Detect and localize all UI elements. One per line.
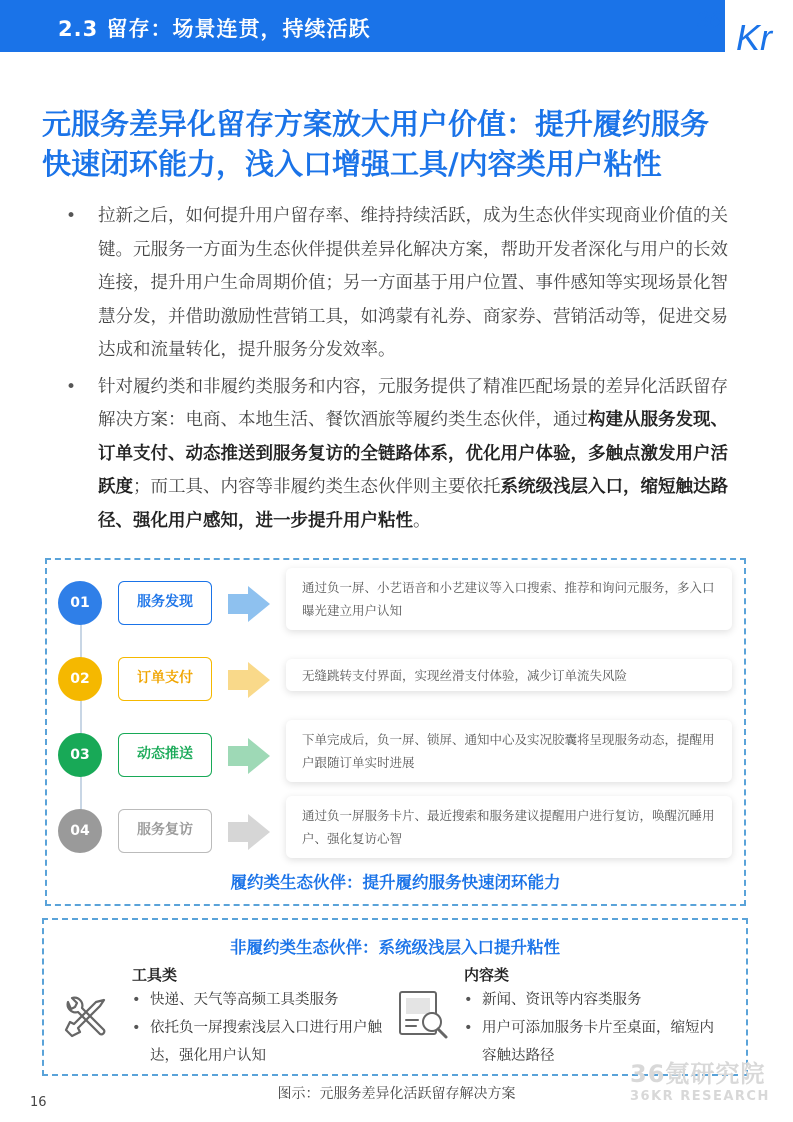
step-description xyxy=(286,796,732,858)
page-heading xyxy=(42,104,782,184)
bullet-text-2d: 系统级浅层入口，缩短触达路径、强化用户感知，进一步提升用户粘性 xyxy=(98,477,728,531)
step-service-revisit xyxy=(58,794,738,854)
list-item: • 快递、天气等高频工具类服务 xyxy=(132,986,382,1014)
36kr-logo xyxy=(690,2,793,52)
step-label: 服务发现 xyxy=(118,581,212,625)
non-fulfilment-title: 非履约类生态伙伴：系统级浅层入口提升粘性 xyxy=(230,938,560,957)
bullet-text-1: 拉新之后，如何提升用户留存率、维持持续活跃，成为生态伙伴实现商业价值的关键。元服务一方面为生态伙伴提供差异化解决方案，帮助开发者深化与用户的长效连接，提升用户生命周期价值；另一方面基于用户位置、事件感知等实现场景化智慧分发，并借助激励性营销工具，如鸿蒙有礼券、商家券、营销活动等，促进交易达成和流量转化，提升服务分发效率。 xyxy=(98,206,728,360)
bullet-text-2b: 构建从服务发现、订单支付、动态推送到服务复访的全链路体系，优化用户体验，多触点激发用户活跃度 xyxy=(98,410,728,497)
logo-text-top: 36 xyxy=(696,7,723,34)
arrow-shape xyxy=(228,586,270,622)
step-number-badge: 02 xyxy=(58,657,102,701)
chevron-right-icon xyxy=(228,662,270,698)
bullet-dot: • xyxy=(66,376,77,397)
page-heading-line1: 元服务差异化留存方案放大用户价值：提升履约服务 xyxy=(42,107,710,141)
wrench-screwdriver-icon xyxy=(60,992,112,1044)
chevron-right-icon xyxy=(228,586,270,622)
document-search-icon xyxy=(396,988,452,1042)
step-number-badge: 04 xyxy=(58,809,102,853)
bullet-text-2e: 。 xyxy=(413,510,431,531)
arrow-shape xyxy=(228,662,270,698)
tools-list xyxy=(132,986,382,1070)
section-title: 2.3 留存：场景连贯，持续活跃 xyxy=(58,17,371,41)
non-fulfilment-box xyxy=(42,918,748,1076)
list-item: • 新闻、资讯等内容类服务 xyxy=(464,986,726,1014)
step-description xyxy=(286,568,732,630)
bullet-dot: • xyxy=(66,206,77,226)
step-number-badge: 01 xyxy=(58,581,102,625)
step-label: 动态推送 xyxy=(118,733,212,777)
step-service-discovery xyxy=(58,566,738,626)
step-description-text: 无缝跳转支付界面，实现丝滑支付体验，减少订单流失风险 xyxy=(302,667,628,683)
chevron-right-icon xyxy=(228,814,270,850)
step-dynamic-push xyxy=(58,718,738,778)
step-description-text: 通过负一屏、小艺语音和小艺建议等入口搜索、推荐和询问元服务，多入口曝光建立用户认知 xyxy=(302,580,715,618)
step-label: 服务复访 xyxy=(118,809,212,853)
fulfilment-caption: 履约类生态伙伴：提升履约服务快速闭环能力 xyxy=(230,873,561,892)
watermark-line1: 36氪研究院 xyxy=(630,1060,766,1088)
chevron-right-icon xyxy=(228,738,270,774)
bullet-text-2a: 针对履约类和非履约类服务和内容，元服务提供了精准匹配场景的差异化活跃留存解决方案：电商、本地生活、餐饮酒旅等履约类生态伙伴，通过 xyxy=(98,376,728,430)
tools-title: 工具类 xyxy=(132,966,178,984)
bullet-item-1 xyxy=(62,200,732,368)
step-label: 订单支付 xyxy=(118,657,212,701)
step-description xyxy=(286,659,732,691)
watermark-line2: 36KR RESEARCH xyxy=(630,1089,770,1104)
timeline-line xyxy=(80,598,82,826)
page-number: 16 xyxy=(30,1095,47,1110)
arrow-shape xyxy=(228,814,270,850)
list-item: • 用户可添加服务卡片至桌面，缩短内容触达路径 xyxy=(464,1014,726,1070)
list-item: • 依托负一屏搜索浅层入口进行用户触达，强化用户认知 xyxy=(132,1014,382,1070)
page-heading-line2: 快速闭环能力，浅入口增强工具/内容类用户粘性 xyxy=(42,147,662,181)
figure-caption: 图示：元服务差异化活跃留存解决方案 xyxy=(277,1086,516,1102)
bullet-item-2 xyxy=(62,371,732,539)
step-description xyxy=(286,720,732,782)
logo-text-bottom: Kr xyxy=(736,17,772,52)
bullet-list xyxy=(62,200,732,541)
arrow-shape xyxy=(228,738,270,774)
step-number-badge: 03 xyxy=(58,733,102,777)
content-title: 内容类 xyxy=(464,966,510,984)
step-description-text: 通过负一屏服务卡片、最近搜索和服务建议提醒用户进行复访，唤醒沉睡用户、强化复访心智 xyxy=(302,808,715,846)
bullet-text-2c: ；而工具、内容等非履约类生态伙伴则主要依托 xyxy=(133,477,501,497)
step-order-payment xyxy=(58,642,738,702)
step-description-text: 下单完成后，负一屏、锁屏、通知中心及实况胶囊将呈现服务动态，提醒用户跟随订单实时进展 xyxy=(302,732,715,770)
